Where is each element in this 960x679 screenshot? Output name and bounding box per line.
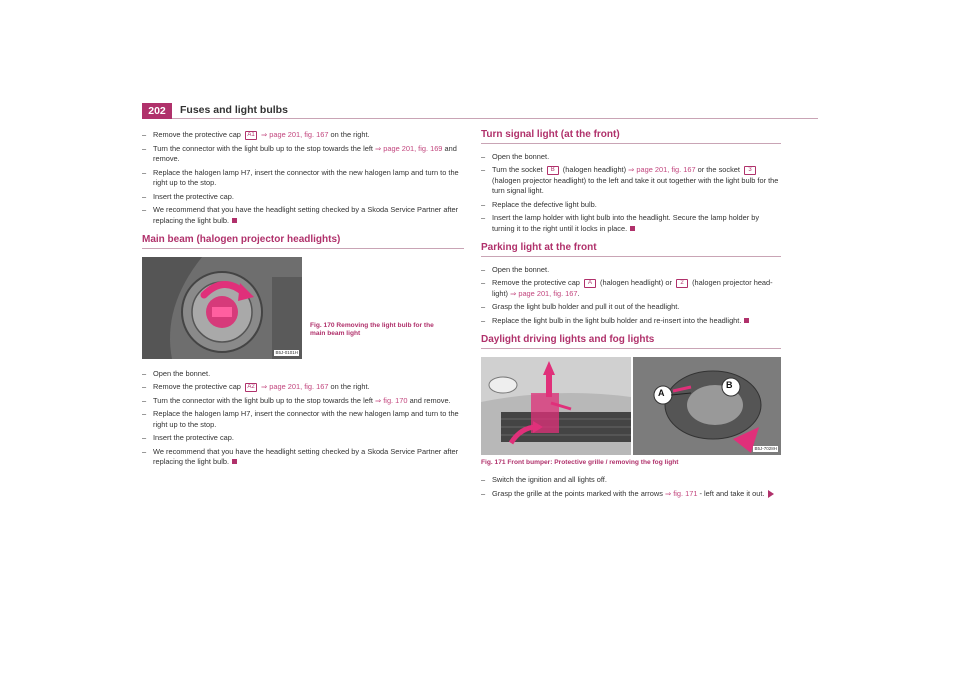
bumper-illustration — [481, 357, 631, 455]
list-item: – Remove the protective cap A1 ⇒ page 201, fig. 167 on the right. — [142, 130, 464, 141]
list-item: – Replace the halogen lamp H7, insert the connector with the new halogen lamp and turn to the right up to the stop. — [142, 409, 464, 430]
cross-reference-link[interactable]: ⇒ page 201, fig. 167 — [628, 165, 696, 174]
image-code: B5J-0101H — [275, 349, 298, 355]
callout-code: A — [584, 279, 596, 288]
list-item: – Grasp the grille at the points marked with the arrows ⇒ fig. 171 - left and take it out. — [481, 489, 781, 500]
figure-170 — [142, 257, 464, 359]
list-item: – Remove the protective cap A2 ⇒ page 201, fig. 167 on the right. — [142, 382, 464, 393]
section-end-icon — [744, 318, 749, 323]
callout-code: 3 — [744, 166, 756, 175]
section-end-icon — [232, 459, 237, 464]
callout-code: A1 — [245, 131, 257, 140]
bumper-grille-image — [481, 357, 631, 455]
page-number: 202 — [142, 103, 172, 119]
section-end-icon — [630, 226, 635, 231]
cross-reference-link[interactable]: ⇒ page 201, fig. 167 — [510, 288, 578, 298]
callout-code: B — [547, 166, 559, 175]
left-column — [142, 130, 464, 471]
list-item: – Insert the lamp holder with light bulb into the headlight. Secure the lamp holder by turning it to the right until it locks in place. — [481, 213, 781, 234]
right-column — [481, 130, 781, 502]
heading-main-beam: Main beam (halogen projector headlights) — [142, 235, 464, 249]
list-item: – Insert the protective cap. — [142, 433, 464, 444]
cross-reference-link[interactable]: ⇒ page 201, fig. 167 — [261, 130, 329, 139]
cross-reference-link[interactable]: ⇒ fig. 171 — [664, 488, 698, 498]
cross-reference-link[interactable]: ⇒ page 201, fig. 167 — [261, 382, 329, 391]
list-item: – Switch the ignition and all lights off. — [481, 475, 781, 486]
page-title: Fuses and light bulbs — [180, 104, 288, 116]
list-item: – Insert the protective cap. — [142, 192, 464, 203]
list-item: – Open the bonnet. — [142, 369, 464, 380]
main-beam-bulb-image — [142, 257, 302, 359]
list-item: – Grasp the light bulb holder and pull it out of the headlight. — [481, 302, 781, 313]
list-item: – Turn the connector with the light bulb up to the stop towards the left ⇒ fig. 170 and remove. — [142, 396, 464, 407]
list-item: – Remove the protective cap A (halogen headlight) or 2 (halogen projector head-light) ⇒ page 201, fig. 167. — [481, 278, 781, 299]
heading-parking-light: Parking light at the front — [481, 243, 781, 257]
image-code: B5J-7028H — [754, 445, 777, 451]
callout-code: A2 — [245, 383, 257, 392]
section-end-icon — [232, 218, 237, 223]
headlight-illustration — [142, 257, 302, 359]
label-a: A — [658, 387, 665, 398]
list-item: – Turn the connector with the light bulb up to the stop towards the left ⇒ page 201, fig. 169 and remove. — [142, 144, 464, 165]
list-item: – Turn the socket B (halogen headlight) ⇒ page 201, fig. 167 or the socket 3 (halogen projector headlight) to the left and take it out together with the light bulb for the turn signal light. — [481, 165, 781, 197]
cross-reference-link[interactable]: ⇒ page 201, fig. 169 — [375, 143, 443, 153]
fog-light-illustration — [633, 357, 781, 455]
list-item: – Replace the light bulb in the light bulb holder and re-insert into the headlight. — [481, 316, 781, 327]
list-item: – Replace the defective light bulb. — [481, 200, 781, 211]
list-item: – Open the bonnet. — [481, 265, 781, 276]
page-header — [142, 103, 818, 119]
label-b: B — [726, 379, 733, 390]
continue-arrow-icon — [768, 490, 774, 498]
fog-light-image — [631, 357, 781, 455]
heading-turn-signal: Turn signal light (at the front) — [481, 130, 781, 144]
list-item: – We recommend that you have the headlight setting checked by a Skoda Service Partner after replacing the light bulb. — [142, 447, 464, 468]
callout-code: 2 — [676, 279, 688, 288]
list-item: – We recommend that you have the headlight setting checked by a Skoda Service Partner after replacing the light bulb. — [142, 205, 464, 226]
heading-daylight-fog: Daylight driving lights and fog lights — [481, 335, 781, 349]
figure-caption: Fig. 171 Front bumper: Protective grille / removing the fog light — [481, 458, 679, 466]
list-item: – Replace the halogen lamp H7, insert the connector with the new halogen lamp and turn to the right up to the stop. — [142, 168, 464, 189]
cross-reference-link[interactable]: ⇒ fig. 170 — [375, 395, 408, 405]
figure-caption: Fig. 170 Removing the light bulb for the main beam light — [310, 321, 434, 337]
figure-171 — [481, 357, 781, 455]
list-item: – Open the bonnet. — [481, 152, 781, 163]
